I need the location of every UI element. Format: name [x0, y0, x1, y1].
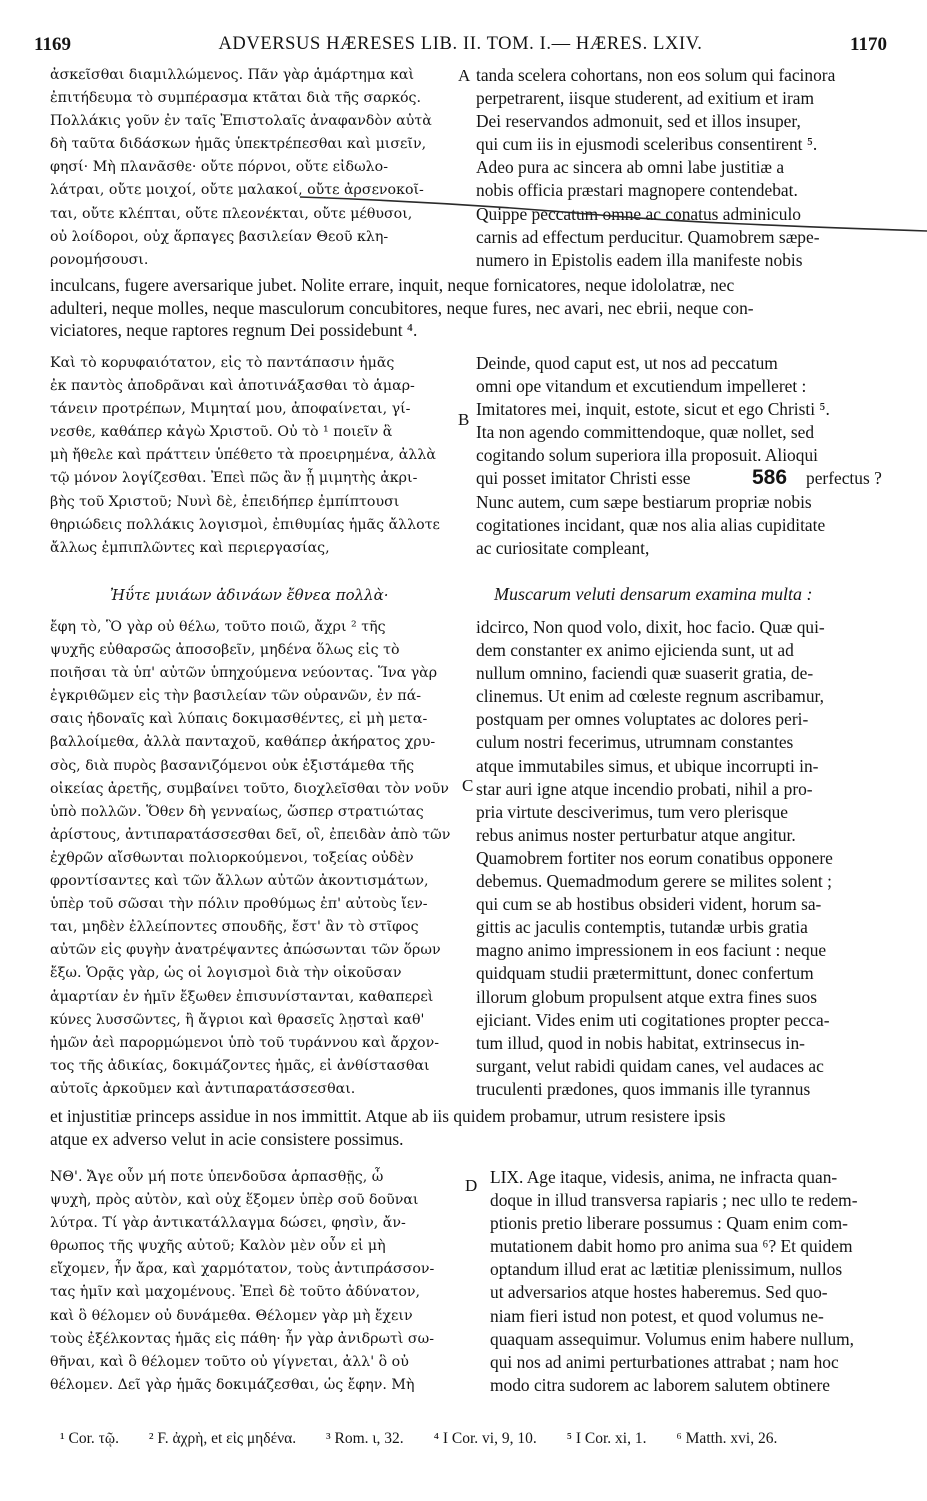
- latin-586-tail: perfectus ?: [806, 468, 882, 488]
- latin-line: Quamobrem fortiter nos eorum conatibus opponere: [476, 847, 833, 868]
- latin-line: cogitando solum superiora illa proposuit. Alioqui: [476, 445, 818, 466]
- latin-line: pria virtute desciverimus, tum vero plerisque: [476, 801, 788, 822]
- footnote: ⁵ I Cor. xi, 1.: [566, 1430, 647, 1447]
- greek-line: ται, οὔτε κλέπται, οὔτε πλεονέκται, οὔτε μέθυσοι,: [50, 205, 413, 222]
- latin-line: surgant, velut rabidi quidam canes, vel audaces ac: [476, 1055, 824, 1076]
- latin-line: postquam per omnes voluptates ac dolores peri-: [476, 709, 809, 730]
- latin-line: cogitationes incidant, quæ nos alia alias cupiditate: [476, 514, 826, 535]
- page-mark-586: 586: [752, 466, 788, 489]
- greek-line: λάτραι, οὔτε μοιχοί, οὔτε μαλακοί, οὔτε ἀρσενοκοῖ-: [50, 182, 424, 199]
- latin-line: tum illud, quod in nobis habitat, extrinsecus in-: [476, 1032, 805, 1053]
- greek-line: λύτρα. Τί γὰρ ἀντικατάλλαγμα δώσει, φησὶν, ἄν-: [50, 1215, 406, 1232]
- margin-letter-b: B: [458, 410, 470, 429]
- latin-line: LIX. Age itaque, videsis, anima, ne infracta quan-: [490, 1167, 838, 1187]
- latin-line: Ita non agendo committendoque, quæ nollet, sed: [476, 422, 815, 443]
- greek-line: οὐ λοίδοροι, οὐχ ἅρπαγες βασιλείαν Θεοῦ κλη-: [50, 228, 389, 245]
- greek-line: ἀρίστους, ἀντιπαρατάσσεσθαι δεῖ, οἳ, ἐπειδὰν ἀπὸ τῶν: [50, 826, 451, 843]
- greek-line: τοὺς ἐξέλκοντας ἡμᾶς εἰς πάθη· ἦν γὰρ ἀνιδρωτὶ σω-: [50, 1330, 434, 1347]
- latin-line: atque ex adverso velut in acie consistere possimus.: [50, 1128, 404, 1149]
- latin-line: qui posset imitator Christi esse: [476, 468, 691, 489]
- latin-line: rebus animus noster perturbatur atque angitur.: [476, 824, 796, 845]
- greek-line: ψυχὴ, πρὸς αὐτὸν, καὶ οὐχ ἕξομεν ὑπὲρ σοῦ δοῦναι: [50, 1192, 419, 1209]
- latin-line: omni ope vitandum et excutiendum impelleret :: [476, 376, 807, 397]
- margin-letter-d: D: [465, 1176, 478, 1195]
- greek-line: ἐκ παντὸς ἀποδρᾶναι καὶ ἀποτινάξασθαι τὸ ἁμαρ-: [50, 378, 415, 395]
- latin-line: quaquam assequimur. Volumus enim habere nullum,: [490, 1328, 855, 1349]
- latin-line: Adeo pura ac sincera ab omni labe justitiæ a: [476, 157, 785, 178]
- latin-line: qui cum iis in ejusmodi sceleribus consentirent ⁵.: [476, 134, 818, 155]
- greek-line: καὶ ὃ θέλομεν οὐ δυνάμεθα. Θέλομεν γὰρ μὴ ἔχειν: [50, 1307, 413, 1324]
- greek-line: ἐπιτήδευμα τὸ συμπέρασμα κτᾶται διὰ τῆς σαρκός.: [50, 90, 421, 107]
- latin-line: Dei reservandos admonuit, sed et illos insuper,: [476, 111, 801, 132]
- greek-line: φησί· Μὴ πλανᾶσθε· οὔτε πόρνοι, οὔτε εἰδωλο-: [50, 159, 388, 176]
- latin-line: qui cum se ab hostibus obsideri vident, horum sa-: [476, 894, 822, 915]
- greek-line: Καὶ τὸ κορυφαιότατον, εἰς τὸ παντάπασιν ἡμᾶς: [50, 355, 395, 371]
- latin-line: doque in illud transversa rapiaris ; nec ullo te redem-: [490, 1190, 858, 1211]
- latin-line: numero in Epistolis eadem illa manifeste nobis: [476, 249, 803, 270]
- latin-line: adulteri, neque molles, neque masculorum concubitores, neque fures, nec avari, nec ebrii, neque con-: [50, 297, 754, 318]
- latin-line: truculenti prædones, quos immanis ille tyrannus: [476, 1078, 811, 1099]
- latin-line: quidquam studii prætermittunt, donec confertum: [476, 963, 814, 984]
- greek-line: ρονομήσουσι.: [50, 251, 149, 268]
- greek-line: Πολλάκις γοῦν ἐν ταῖς Ἐπιστολαῖς ἀναφανδὸν αὐτὰ: [50, 113, 432, 130]
- latin-line: illorum globum propulsent atque extra fines suos: [476, 986, 817, 1007]
- greek-line: ἐγκριθῶμεν εἰς τὴν βασιλείαν τῶν οὐρανῶν, ἐν πά-: [50, 688, 422, 705]
- latin-line: dem constanter ex animo ejicienda sunt, ut ad: [476, 640, 794, 661]
- latin-line: ptionis pretio liberare possumus : Quam enim com-: [490, 1213, 848, 1234]
- greek-line: φροντίσαντες καὶ τῶν ἄλλων αὐτῶν ἀκοντισμάτων,: [50, 873, 429, 890]
- greek-line: ἀσκεῖσθαι διαμιλλώμενος. Πᾶν γὰρ ἁμάρτημα καὶ: [50, 67, 415, 83]
- latin-line: magno animo impressionem in eos faciunt : neque: [476, 940, 827, 961]
- greek-line: ΝΘ'. Ἄγε οὖν μή ποτε ὑπενδοῦσα ἁρπασθῇς, ὦ: [50, 1169, 384, 1185]
- latin-line: clinemus. Ut enim ad cœleste regnum ascribamur,: [476, 686, 824, 707]
- greek-line: ἁμαρτίαν ἐν ἡμῖν ἔξωθεν ἐπισυνίστανται, καθαπερεὶ: [50, 988, 434, 1005]
- greek-line: ἔξω. Ὁρᾷς γὰρ, ὡς οἱ λογισμοὶ διὰ τὴν οἰκοῦσαν: [50, 965, 402, 982]
- greek-line: αὐτοῖς ἀρκοῦμεν καὶ ἀντιπαρατάσσεσθαι.: [50, 1080, 356, 1097]
- latin-line: debemus. Quemadmodum gerere se milites solent ;: [476, 871, 832, 892]
- latin-line: ut adversarios atque hostes haberemus. Sed quo-: [490, 1282, 828, 1303]
- greek-line: ποιῆσαι τὰ ὑπ' αὐτῶν ὑπηχούμενα νεύοντας. Ἵνα γὰρ: [50, 665, 438, 682]
- greek-line: εἴχομεν, ἦν ἄρα, καὶ χαρμότατον, τοὺς ἀντιπράσσον-: [50, 1261, 435, 1278]
- greek-line: οἰκείας ἀρετῆς, συμβαίνει τοῦτο, διοχλεῖσθαι τὸν νοῦν: [50, 780, 449, 797]
- latin-line: ejiciant. Vides enim uti cogitationes propter pecca-: [476, 1009, 830, 1030]
- greek-line: τῷ μόνον λογίζεσθαι. Ἐπεὶ πῶς ἂν ᾖ μιμητὴς ἀκρι-: [50, 470, 418, 487]
- latin-line: culum nostri fecerimus, utrumnam constantes: [476, 732, 794, 753]
- greek-line: θηριώδεις πολλάκις λογισμοὶ, ἐπιθυμίας ἡμᾶς ἄλλοτε: [50, 516, 440, 533]
- latin-line: idcirco, Non quod volo, dixit, hoc facio. Quæ qui-: [476, 617, 825, 637]
- latin-line: optandum illud erat ac lætitiæ plenissimum, nullos: [490, 1259, 843, 1280]
- latin-line: star auri igne atque incendio probati, nihil a pro-: [476, 778, 813, 799]
- latin-line: qui nos ad animi perturbationes attrabat ; nam hoc: [490, 1351, 839, 1372]
- greek-line: ἔφη τὸ, Ὃ γὰρ οὐ θέλω, τοῦτο ποιῶ, ἄχρι ² τῆς: [50, 619, 386, 635]
- footnote: ¹ Cor. τῷ.: [60, 1430, 119, 1447]
- latin-line: tanda scelera cohortans, non eos solum qui facinora: [476, 65, 836, 85]
- latin-line: nullum omnino, faciendi quæ suaserit gratia, de-: [476, 663, 814, 684]
- greek-line: τος τῆς ἀδικίας, δοκιμάζοντες ἡμᾶς, εἰ ἀνθίστασθαι: [50, 1057, 430, 1074]
- footnote: ⁶ Matth. xvi, 26.: [676, 1430, 778, 1447]
- latin-verse: Muscarum veluti densarum examina multa :: [494, 584, 813, 604]
- greek-line: ἐχθρῶν αἴσθωνται πολιορκούμενοι, τοξείας οὐδὲν: [50, 849, 414, 866]
- latin-line: Deinde, quod caput est, ut nos ad peccatum: [476, 353, 778, 373]
- greek-line: βὴς τοῦ Χριστοῦ; Νυνὶ δὲ, ἐπειδήπερ ἐμπίπτουσι: [50, 493, 400, 510]
- greek-line: δὴ ταῦτα διδάσκων ἡμᾶς ὑπεκτρέπεσθαι καὶ μισεῖν,: [50, 136, 427, 153]
- greek-line: ἄλλως ἐμπιπλῶντες καὶ περιεργασίας,: [50, 539, 330, 556]
- greek-line: ὑπὲρ τοῦ σῶσαι τὴν πόλιν προθύμως ἐπ' αὐτοὺς ἴεν-: [50, 896, 428, 913]
- latin-line: modo citra sudorem ac laborem salutem obtinere: [490, 1374, 830, 1395]
- latin-line: atque immutabiles simus, et ubique incorrupti in-: [476, 755, 819, 776]
- latin-line: gittis ac jaculis contemptis, tutandæ urbis gratia: [476, 917, 808, 938]
- latin-line: inculcans, fugere aversarique jubet. Nolite errare, inquit, neque fornicatores, neque idololatræ, nec: [50, 275, 735, 295]
- page-number-left: 1169: [34, 34, 71, 55]
- latin-line: Imitatores mei, inquit, estote, sicut et ego Christi ⁵.: [476, 399, 830, 420]
- latin-line: perpetrarent, iisque studerent, ad exitium et iram: [476, 88, 815, 109]
- running-title: ADVERSUS HÆRESES LIB. II. TOM. I.— HÆRES. LXIV.: [218, 34, 703, 54]
- latin-line: et injustitiæ princeps assidue in nos immittit. Atque ab iis quidem probamur, utrum resistere ipsis: [50, 1106, 726, 1126]
- latin-line: Nunc autem, cum sæpe bestiarum propriæ nobis: [476, 491, 812, 512]
- greek-line: θέλομεν. Δεῖ γὰρ ἡμᾶς δοκιμάζεσθαι, ὡς ἔφην. Μὴ: [50, 1376, 415, 1393]
- latin-line: viciatores, neque raptores regnum Dei possidebunt ⁴.: [50, 320, 418, 341]
- margin-letter-c: C: [462, 776, 474, 795]
- margin-letter-a: A: [458, 66, 471, 85]
- footnote: ² F. ἀχρὴ, et εἰς μηδένα.: [148, 1430, 297, 1447]
- footnote: ³ Rom. ι, 32.: [325, 1430, 404, 1447]
- greek-line: ὑπὸ πολλῶν. Ὅθεν δὴ γενναίως, ὥσπερ στρατιώτας: [50, 803, 424, 820]
- greek-line: ψυχῆς εὐθαρσῶς ἀποσοβεῖν, μηδένα ὅλως εἰς τὸ: [50, 642, 400, 659]
- latin-line: niam fieri istud non potest, et quod volumus ne-: [490, 1305, 824, 1326]
- greek-line: θῆναι, καὶ ὃ θέλομεν τοῦτο οὐ γίγνεται, ἀλλ' ὃ οὐ: [50, 1353, 409, 1370]
- latin-line: mutationem dabit homo pro anima sua ⁶? Et quidem: [490, 1236, 853, 1257]
- latin-line: Quippe peccatum omne ac conatus adminiculo: [476, 203, 801, 224]
- latin-line: ac curiositate compleant,: [476, 537, 650, 558]
- greek-line: ται, μηδὲν ἐλλείποντες σπουδῆς, ἔστ' ἂν τὸ στῖφος: [50, 919, 419, 936]
- greek-line: σὸς, διὰ πυρὸς βασανιζόμενοι οὐκ ἐξιστάμεθα τῆς: [50, 757, 415, 774]
- footnote: ⁴ I Cor. vi, 9, 10.: [433, 1430, 537, 1447]
- greek-line: μὴ ἤθελε καὶ πράττειν ὑπέθετο τὰ προειρημένα, ἀλλὰ: [50, 447, 436, 464]
- greek-line: θρωπος τῆς ψυχῆς αὐτοῦ; Καλὸν μὲν οὖν εἰ μὴ: [50, 1238, 386, 1255]
- greek-line: αὐτῶν εἰς φυγὴν ἀνατρέψαντες ἀπώσωνται τῶν ὅρων: [50, 942, 441, 959]
- latin-line: carnis ad effectum perducitur. Quamobrem sæpe-: [476, 226, 820, 247]
- greek-line: σαις ἡδοναῖς καὶ λύπαις δοκιμασθέντες, εἰ μὴ μετα-: [50, 711, 428, 728]
- latin-line: nobis officia præstari magnopere contendebat.: [476, 180, 798, 201]
- greek-line: τάνειν προτρέπων, Μιμηταί μου, ἀποφαίνεται, γί-: [50, 401, 411, 418]
- greek-line: ἡμῶν ἀεὶ παρορμώμενοι ὑπὸ τοῦ τυράννου καὶ ἄρχον-: [50, 1034, 439, 1051]
- greek-line: κύνες λυσσῶντες, ἢ ἄγριοι καὶ θρασεῖς λῃσταὶ καθ': [50, 1011, 425, 1028]
- greek-verse: Ἠΰτε μυιάων ἀδινάων ἔθνεα πολλὰ·: [110, 586, 389, 604]
- greek-line: βαλλοίμεθα, ἀλλὰ πανταχοῦ, καθάπερ ἀκήρατος χρυ-: [50, 734, 436, 751]
- greek-line: νεσθε, καθάπερ κἀγὼ Χριστοῦ. Οὐ τὸ ¹ ποιεῖν ἃ: [50, 424, 393, 441]
- page-number-right: 1170: [850, 34, 887, 55]
- greek-line: τας ἡμῖν καὶ μαχομένους. Ἐπεὶ δὲ τοῦτο ἀδύνατον,: [50, 1284, 420, 1301]
